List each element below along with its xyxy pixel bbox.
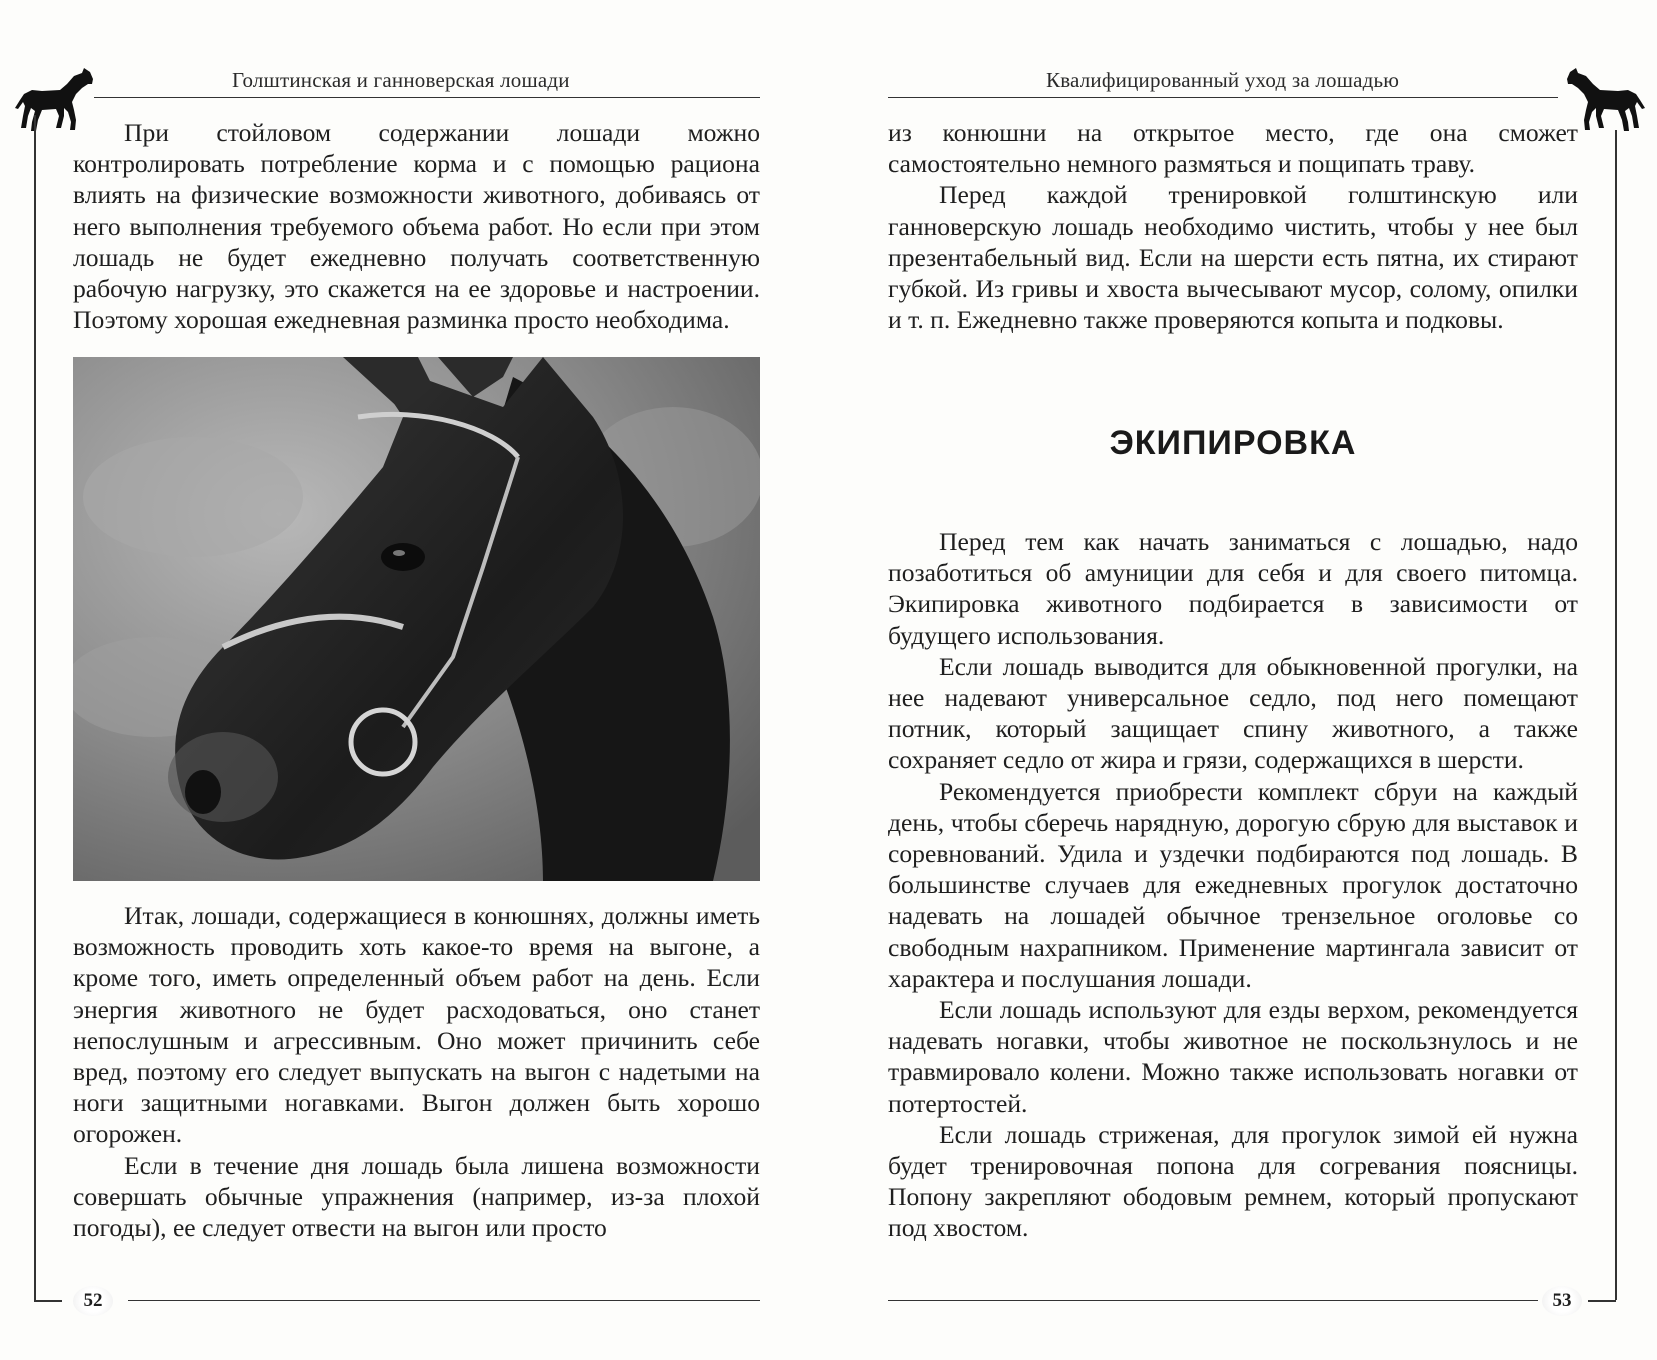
frame-line: [1588, 1300, 1616, 1302]
frame-line: [34, 115, 36, 1300]
paragraph: Если лошадь стриженая, для прогулок зимой ей нужна будет тренировочная попона для согревания поясницы. Попону закрепляют ободовым ремнем, который пропускают под хвостом.: [888, 1119, 1578, 1243]
page-number: 53: [1542, 1286, 1582, 1316]
paragraph: Перед каждой тренировкой голштинскую или ганноверскую лошадь необходимо чистить, чтобы у нее был презентабельный вид. Если на шерсти есть пятна, их стирают губкой. Из гривы и хвоста вычесывают мусор, солому, опилки и т. п. Ежедневно также проверяются копыта и подковы.: [888, 180, 1578, 335]
header-rule: [888, 97, 1558, 98]
section-body-text: [888, 526, 1578, 1244]
footer-rule: [888, 1300, 1538, 1301]
paragraph: При стойловом содержании лошади можно контролировать потребление корма и с помощью рациона влиять на физические возможности животного, добиваясь от него выполнения требуемого объема работ. Но если при этом лошадь не будет ежедневно получать соответственную рабочую нагрузку, это скажется на ее здоровье и настроении. Поэтому хорошая ежедневная разминка просто необходима.: [73, 118, 760, 335]
continuation-paragraph: из конюшни на открытое место, где она сможет самостоятельно немного размяться и пощипать траву.: [888, 118, 1578, 179]
horse-silhouette-icon: [1566, 64, 1648, 134]
footer-rule: [128, 1300, 760, 1301]
paragraph: Рекомендуется приобрести комплект сбруи на каждый день, чтобы сберечь нарядную, дорогую сбрую для выставок и соревнований. Удила и уздечки подбираются под лошадь. В большинстве случаев для ежедневных прогулок достаточно надевать на лошадей обычное трензельное оголовье со свободным нахрапником. Применение мартингала зависит от характера и послушания лошади.: [888, 776, 1578, 993]
frame-line: [1615, 130, 1617, 1300]
section-title: ЭКИПИРОВКА: [1109, 424, 1357, 462]
header-rule: [94, 97, 760, 98]
frame-line: [34, 1300, 62, 1302]
paragraph: Если лошадь используют для езды верхом, рекомендуется надевать ногавки, чтобы животное не поскользнулось и не травмировало колени. Можно также использовать ногавки от потертостей.: [888, 995, 1578, 1118]
right-page: [828, 0, 1657, 1360]
paragraph: Итак, лошади, содержащиеся в конюшнях, должны иметь возможность проводить хоть какое-то время на выгоне, а кроме того, иметь определенный объем работ на день. Если энергия животного не будет расходоваться, оно станет непослушным и агрессивным. Оно может причинить себе вред, поэтому его следует выпускать на выгон с надетыми на ноги защитными ногавками. Выгон должен быть хорошо огорожен.: [73, 901, 760, 1149]
paragraph: Перед тем как начать заниматься с лошадью, надо позаботиться об амуниции для себя и для своего питомца. Экипировка животного подбирается в зависимости от будущего использования.: [888, 527, 1578, 650]
running-head: Голштинская и ганноверская лошади: [232, 68, 570, 92]
body-text-top: [73, 117, 760, 335]
body-text-top: [888, 117, 1578, 335]
page-number: 52: [73, 1286, 113, 1316]
paragraph: Если лошадь выводится для обыкновенной прогулки, на нее надевают универсальное седло, под него помещают потник, который защищает спину животного, а также сохраняет седло от жира и грязи, содержащихся в шерсти.: [888, 651, 1578, 775]
body-text-bottom: [73, 900, 760, 1243]
horse-head-photo: [73, 357, 760, 881]
left-page: [0, 0, 828, 1360]
running-head: Квалифицированный уход за лошадью: [1046, 68, 1400, 92]
paragraph: Если в течение дня лошадь была лишена возможности совершать обычные упражнения (например, из-за плохой погоды), ее следует отвести на выгон или просто: [73, 1150, 760, 1243]
